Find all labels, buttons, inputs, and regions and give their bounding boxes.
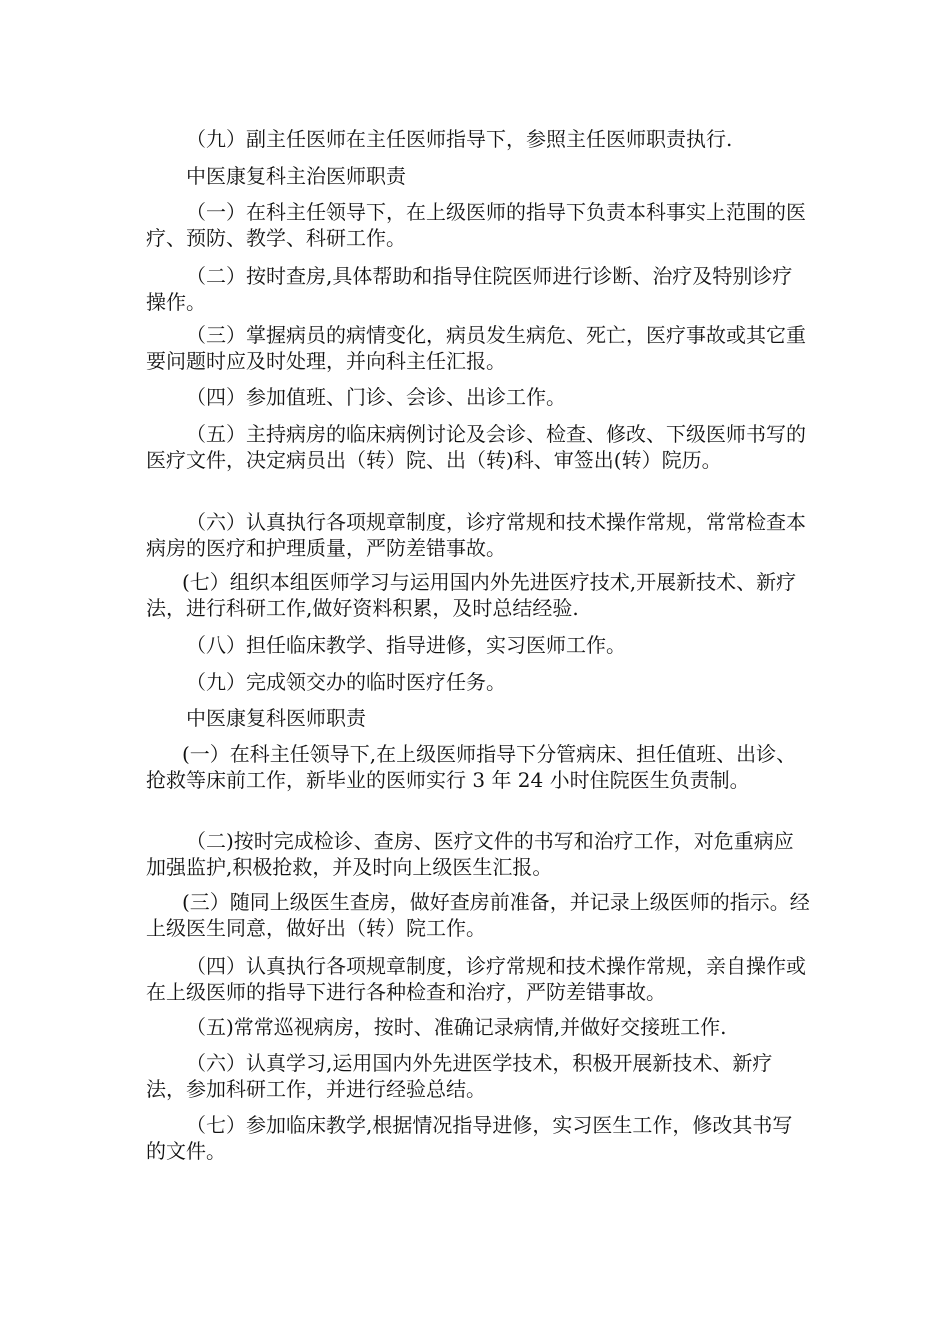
section-heading-attending: 中医康复科主治医师职责 xyxy=(186,164,406,188)
paragraph-attending-6: （六）认真执行各项规章制度，诊疗常规和技术操作常规，常常检查本病房的医疗和护理质量，严防差错事故。 xyxy=(146,510,806,560)
paragraph-physician-6: （六）认真学习,运用国内外先进医学技术，积极开展新技术、新疗法，参加科研工作，并进行经验总结。 xyxy=(146,1051,773,1101)
paragraph-attending-2: （二）按时查房,具体帮助和指导住院医师进行诊断、治疗及特别诊疗操作。 xyxy=(146,264,793,314)
paragraph-physician-5: （五)常常巡视病房，按时、准确记录病情,并做好交接班工作. xyxy=(186,1015,727,1039)
paragraph-physician-2: （二)按时完成检诊、查房、医疗文件的书写和治疗工作，对危重病应加强监护,积极抢救，并及时向上级医生汇报。 xyxy=(146,829,794,879)
paragraph-attending-9: （九）完成领交办的临时医疗任务。 xyxy=(186,670,506,694)
paragraph-physician-7: （七）参加临床教学,根据情况指导进修，实习医生工作，修改其书写的文件。 xyxy=(146,1113,793,1163)
paragraph-attending-4: （四）参加值班、门诊、会诊、出诊工作。 xyxy=(186,385,566,409)
paragraph-deputy-chief-9: （九）副主任医师在主任医师指导下，参照主任医师职责执行. xyxy=(186,127,733,151)
paragraph-attending-5: （五）主持病房的临床病例讨论及会诊、检查、修改、下级医师书写的医疗文件，决定病员出（转）院、出（转)科、审签出(转）院历。 xyxy=(146,422,806,472)
paragraph-physician-1: (一）在科主任领导下,在上级医师指导下分管病床、担任值班、出诊、抢救等床前工作，新毕业的医师实行 3 年 24 小时住院医生负责制。 xyxy=(146,742,797,792)
paragraph-attending-1: （一）在科主任领导下，在上级医师的指导下负责本科事实上范围的医疗、预防、教学、科研工作。 xyxy=(146,200,806,250)
paragraph-attending-3: （三）掌握病员的病情变化，病员发生病危、死亡，医疗事故或其它重要问题时应及时处理，并向科主任汇报。 xyxy=(146,323,806,373)
paragraph-attending-7: (七）组织本组医师学习与运用国内外先进医疗技术,开展新技术、新疗法，进行科研工作,做好资料积累，及时总结经验. xyxy=(146,570,797,620)
paragraph-physician-4: （四）认真执行各项规章制度，诊疗常规和技术操作常规，亲自操作或在上级医师的指导下进行各种检查和治疗，严防差错事故。 xyxy=(146,954,806,1004)
paragraph-physician-3: (三）随同上级医生查房，做好查房前准备，并记录上级医师的指示。经上级医生同意，做好出（转）院工作。 xyxy=(146,890,810,940)
section-heading-physician: 中医康复科医师职责 xyxy=(186,706,366,730)
paragraph-attending-8: （八）担任临床教学、指导进修，实习医师工作。 xyxy=(186,633,626,657)
